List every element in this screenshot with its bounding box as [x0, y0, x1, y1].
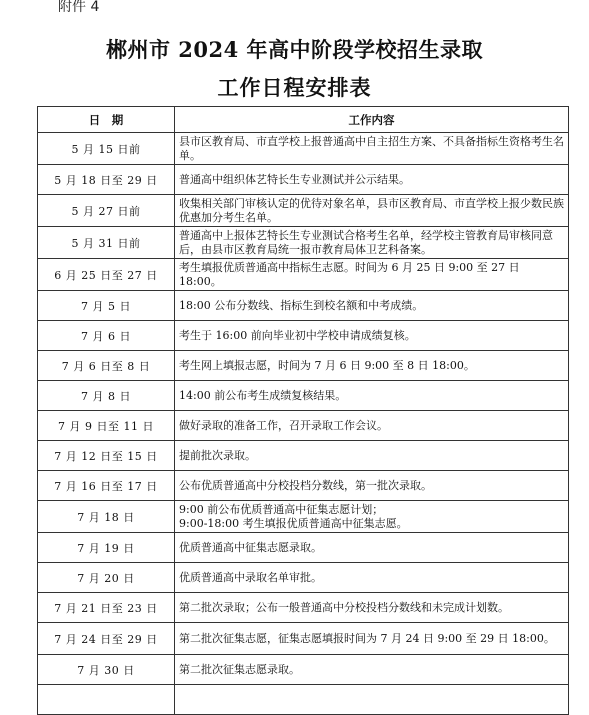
row-date: 7 月 12 日至 15 日 [38, 441, 175, 471]
table-row [38, 195, 569, 227]
table-row [38, 291, 569, 321]
row-task: 提前批次录取。 [175, 441, 569, 471]
row-date: 7 月 16 日至 17 日 [38, 471, 175, 501]
row-date: 7 月 21 日至 23 日 [38, 593, 175, 623]
table-row [38, 133, 569, 165]
table-row [38, 593, 569, 623]
table-row [38, 471, 569, 501]
row-task: 县市区教育局、市直学校上报普通高中自主招生方案、不具备指标生资格考生名单。 [175, 133, 569, 165]
row-task: 考生网上填报志愿，时间为 7 月 6 日 9:00 至 8 日 18:00。 [175, 351, 569, 381]
row-task: 9:00 前公布优质普通高中征集志愿计划； 9:00-18:00 考生填报优质普通高中征集志愿。 [175, 501, 569, 533]
row-task: 第二批次征集志愿，征集志愿填报时间为 7 月 24 日 9:00 至 29 日 18:00。 [175, 623, 569, 655]
table-row [38, 227, 569, 259]
row-task: 第二批次录取；公布一般普通高中分校投档分数线和未完成计划数。 [175, 593, 569, 623]
table-row [38, 259, 569, 291]
table-row [38, 655, 569, 685]
schedule-table-body [38, 133, 569, 715]
row-task: 做好录取的准备工作，召开录取工作会议。 [175, 411, 569, 441]
row-date: 7 月 5 日 [38, 291, 175, 321]
row-date: 7 月 20 日 [38, 563, 175, 593]
table-row [38, 685, 569, 715]
row-date: 7 月 24 日至 29 日 [38, 623, 175, 655]
row-task: 收集相关部门审核认定的优待对象名单，县市区教育局、市直学校上报少数民族优惠加分考生名单。 [175, 195, 569, 227]
row-task: 14:00 前公布考生成绩复核结果。 [175, 381, 569, 411]
table-header-row [38, 107, 569, 133]
row-task: 普通高中上报体艺特长生专业测试合格考生名单，经学校主管教育局审核同意后，由县市区教育局统一报市教育局体卫艺科备案。 [175, 227, 569, 259]
table-row [38, 165, 569, 195]
row-date: 5 月 31 日前 [38, 227, 175, 259]
table-row [38, 501, 569, 533]
header-date: 日 期 [38, 107, 175, 133]
table-row [38, 623, 569, 655]
row-date: 7 月 30 日 [38, 655, 175, 685]
row-date: 7 月 8 日 [38, 381, 175, 411]
table-row [38, 441, 569, 471]
table-row [38, 351, 569, 381]
document-title: 郴州市 2024 年高中阶段学校招生录取 [105, 37, 484, 62]
row-date: 7 月 6 日 [38, 321, 175, 351]
table-row [38, 321, 569, 351]
row-date: 5 月 18 日至 29 日 [38, 165, 175, 195]
row-date: 5 月 15 日前 [38, 133, 175, 165]
row-task: 优质普通高中录取名单审批。 [175, 563, 569, 593]
row-date: 7 月 19 日 [38, 533, 175, 563]
row-date: 7 月 18 日 [38, 501, 175, 533]
row-task: 第二批次征集志愿录取。 [175, 655, 569, 685]
row-task: 优质普通高中征集志愿录取。 [175, 533, 569, 563]
table-row [38, 533, 569, 563]
table-row [38, 563, 569, 593]
row-task [175, 685, 569, 715]
row-date: 7 月 9 日至 11 日 [38, 411, 175, 441]
row-date: 5 月 27 日前 [38, 195, 175, 227]
row-date [38, 685, 175, 715]
row-task: 考生于 16:00 前向毕业初中学校申请成绩复核。 [175, 321, 569, 351]
document-subtitle: 工作日程安排表 [217, 75, 372, 100]
row-date: 7 月 6 日至 8 日 [38, 351, 175, 381]
header-task: 工作内容 [175, 107, 569, 133]
table-row [38, 381, 569, 411]
row-task: 公布优质普通高中分校投档分数线，第一批次录取。 [175, 471, 569, 501]
schedule-table [37, 106, 569, 715]
attachment-label: 附件 4 [58, 0, 100, 15]
row-task: 考生填报优质普通高中指标生志愿。时间为 6 月 25 日 9:00 至 27 日 18:00。 [175, 259, 569, 291]
row-task: 普通高中组织体艺特长生专业测试并公示结果。 [175, 165, 569, 195]
row-task: 18:00 公布分数线、指标生到校名额和中考成绩。 [175, 291, 569, 321]
table-row [38, 411, 569, 441]
row-date: 6 月 25 日至 27 日 [38, 259, 175, 291]
